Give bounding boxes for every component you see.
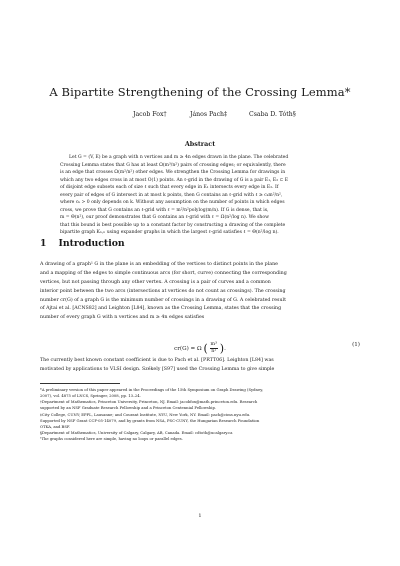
section-heading [40,238,125,249]
equation-fraction [210,342,218,355]
abstract-line: cross, we prove that G contains an ℓ-grid with ℓ = m²/n²polylog(m/n). If G is dense, that is, [60,207,269,213]
equation-number: (1) [352,342,360,348]
section-number: 1 [40,238,47,249]
abstract-line: where cₖ > 0 only depends on k. Without any assumption on the number of points in which edges [60,200,285,206]
abstract-line: that this bound is best possible up to a constant factor by constructing a drawing of the complete [60,222,286,228]
equation-body: cr(G) = Ω ( $\frac{\text{m³}}{\text{n²}}$ ). [174,342,226,355]
intro-line: The currently best known constant coefficient is due to Pach et al. [PRTT06]. Leighton [L84] was [40,358,274,363]
intro-line: of Ajtai et al. [ACNS82] and Leighton [L84], known as the Crossing Lemma, states that the crossing [40,306,282,312]
fraction-numerator: m³ [210,342,217,347]
footnote-line: †Department of Mathematics, Princeton University, Princeton, NJ. Email: jacobfox@math.princeton.edu. Research [40,400,258,405]
footnote-line: §Department of Mathematics, University of Calgary, Calgary, AB, Canada. Email: cdtoth@ucalgary.ca [40,430,233,435]
author-list [0,111,400,123]
abstract-line: of disjoint edge subsets each of size ℓ such that every edge in E₁ intersects every edge in E₂. If [60,185,279,191]
equation-lhs: cr(G) = Ω [174,346,202,352]
intro-line: and a mapping of the edges to simple continuous arcs (for short, curve) connecting the corresponding [40,270,287,276]
footnote-line: OTKA, and BSF. [40,424,71,429]
intro-line: A drawing of a graph¹ G in the plane is an embedding of the vertices to distinct points in the plane [40,262,278,267]
intro-paragraph-2 [40,357,360,375]
intro-paragraph [40,261,360,323]
intro-line: vertices, but not passing through any other vertex. A crossing is a pair of curves and a common [40,279,271,285]
footnote-line: supported by an NSF Graduate Research Fellowship and a Princeton Centennial Fellowship. [40,406,217,411]
abstract-line: is an edge that crosses Ω(m²/n²) other edges. We strengthen the Crossing Lemma for drawings in [60,170,286,176]
abstract-line: Let G = (V, E) be a graph with n vertices and m ≥ 4n edges drawn in the plane. The celebrated [69,155,289,160]
footnote-line: ¹The graphs considered here are simple, having no loops or parallel edges. [40,437,183,442]
footnote-line: *A preliminary version of this paper appeared in the Proceedings of the 15th Symposium on Graph Drawing (Sydney, [40,388,264,392]
abstract-line: Crossing Lemma states that G has at least Ω(m³/n²) pairs of crossing edges; or equivalently, there [60,162,286,168]
intro-line: interior point between the two arcs (intersections at vertices do not count as crossings). The crossing [40,288,286,294]
footnote-line: Supported by NSF Grant CCF-05-14079, and by grants from NSA, PSC-CUNY, the Hungarian Research Foundation [40,418,260,423]
abstract-body [60,154,342,237]
abstract-line: m = Θ(n²), our proof demonstrates that G contains an ℓ-grid with ℓ = Ω(n²/log n). We show [60,215,269,221]
footnote-line: ‡City College, CUNY; EPFL, Lausanne; and Courant Institute, NYU, New York, NY. Email: pach@cims.nyu.edu. [40,412,251,417]
footnote-rule [40,383,120,384]
intro-line: motivated by applications to VLSI design. Székely [S97] used the Crossing Lemma to give simple [40,366,275,372]
abstract-line: which any two edges cross in at most O(1) points. An ℓ-grid in the drawing of G is a pair E₁, E₂ ⊂ E [60,177,289,183]
author-pach: János Pach‡ [190,111,228,118]
abstract-heading: Abstract [184,140,216,148]
paper-title: A Bipartite Strengthening of the Crossing Lemma* [49,85,351,99]
page-number: 1 [198,513,202,519]
fraction-denominator: n² [211,349,217,354]
intro-line: number cr(G) of a graph G is the minimum number of crossings in a drawing of G. A celebrated result [40,297,286,303]
footnotes [40,387,360,442]
abstract-line: bipartite graph Kₙ,ₙ using expander graphs in which the largest ℓ-grid satisfies ℓ = Θ(n²/log n). [60,230,279,236]
intro-line: number of every graph G with n vertices and m ≥ 4n edges satisfies [40,315,205,321]
equation-tail: . [224,346,226,352]
author-fox: Jacob Fox† [133,111,167,118]
abstract-line: every pair of edges of G intersect in at most k points, then G contains an ℓ-grid with ℓ ≥ cₖm²/n², [60,192,283,198]
footnote-line: 2007), vol. 4875 of LNCS, Springer, 2008, pp. 13–24. [40,394,141,399]
author-toth: Csaba D. Tóth§ [249,111,296,118]
section-title: Introduction [58,238,125,249]
